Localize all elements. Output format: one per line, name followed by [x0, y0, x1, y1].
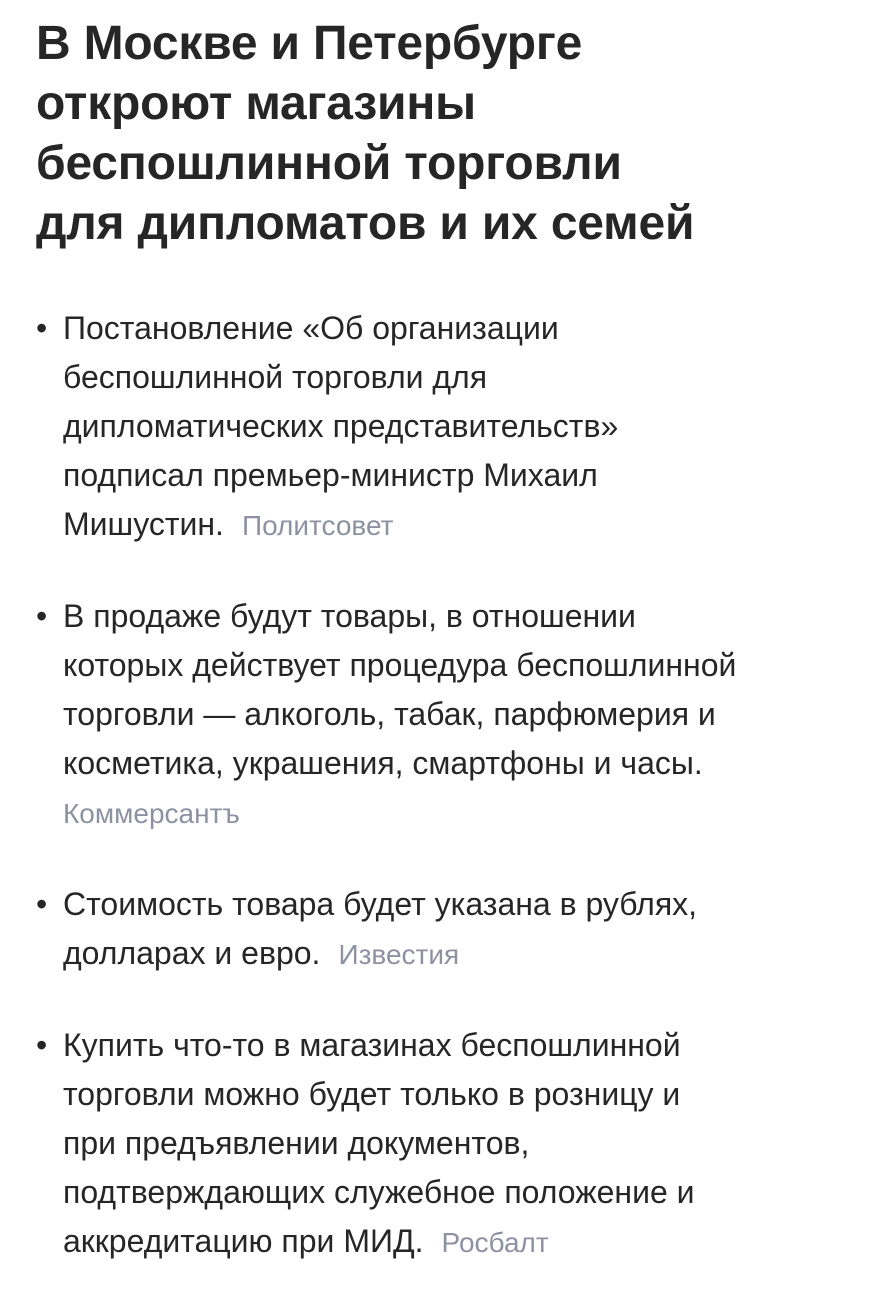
source-link[interactable]: Коммерсантъ: [63, 798, 240, 829]
bullet-text-line: Постановление «Об организации: [63, 310, 559, 346]
headline-line: беспошлинной торговли: [36, 137, 622, 190]
bullet-text-line: которых действует процедура беспошлинной: [63, 647, 737, 683]
headline-line: В Москве и Петербурге: [36, 17, 583, 70]
bullet-text: аккредитацию при МИД.: [63, 1223, 424, 1259]
bullet-text-line: подтверждающих служебное положение и: [63, 1174, 695, 1210]
bullet-text: долларах и евро.: [63, 935, 321, 971]
article-headline: [36, 14, 856, 254]
bullet-text-line: [63, 500, 856, 550]
summary-bullet-list: [36, 304, 856, 1309]
bullet-marker: •: [36, 598, 48, 634]
bullet-text-line: Стоимость товара будет указана в рублях,: [63, 886, 698, 922]
bullet-text-line: косметика, украшения, смартфоны и часы.: [63, 745, 703, 781]
bullet-text: Мишустин.: [63, 506, 224, 542]
source-link[interactable]: Политсовет: [241, 510, 394, 541]
summary-bullet: [36, 592, 856, 838]
bullet-marker: •: [36, 310, 48, 346]
bullet-text-line: торговли — алкоголь, табак, парфюмерия и: [63, 696, 716, 732]
bullet-text-line: Купить что-то в магазинах беспошлинной: [63, 1027, 681, 1063]
bullet-text-line: [63, 788, 856, 838]
headline-line: откроют магазины: [36, 77, 476, 130]
bullet-text-line: дипломатических представительств»: [63, 408, 619, 444]
bullet-text-line: при предъявлении документов,: [63, 1125, 530, 1161]
source-link[interactable]: Росбалт: [441, 1227, 549, 1258]
bullet-text-line: [63, 1217, 856, 1267]
bullet-text-line: В продаже будут товары, в отношении: [63, 598, 636, 634]
summary-bullet: [36, 880, 856, 979]
bullet-text-line: беспошлинной торговли для: [63, 359, 488, 395]
summary-bullet: [36, 304, 856, 550]
news-article: [36, 14, 856, 1259]
bullet-text-line: торговли можно будет только в розницу и: [63, 1076, 681, 1112]
summary-bullet: [36, 1021, 856, 1267]
source-link[interactable]: Известия: [338, 939, 460, 970]
bullet-text-line: [63, 929, 856, 979]
bullet-marker: •: [36, 886, 48, 922]
bullet-text-line: подписал премьер-министр Михаил: [63, 457, 598, 493]
headline-line: для дипломатов и их семей: [36, 197, 695, 250]
bullet-marker: •: [36, 1027, 48, 1063]
